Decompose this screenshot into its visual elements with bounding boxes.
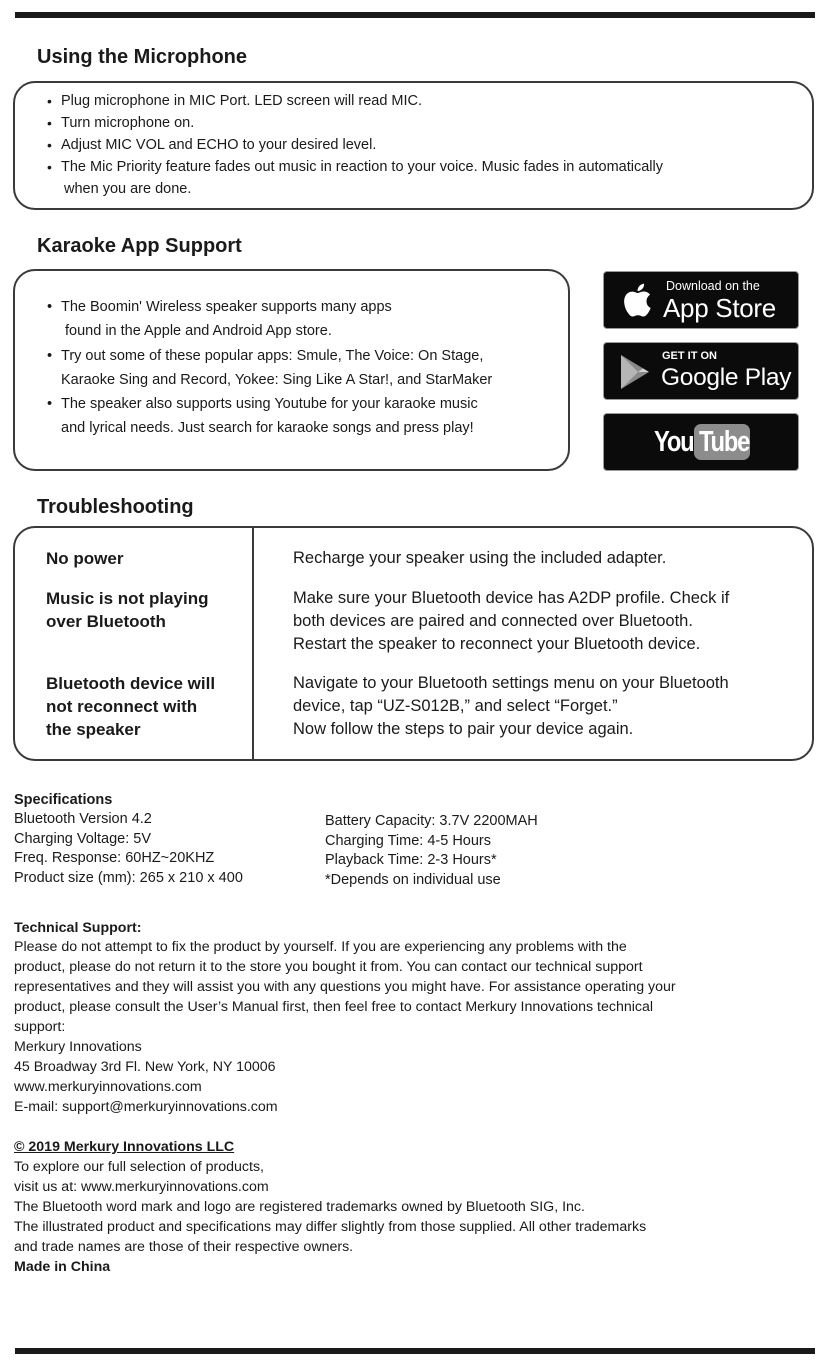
microphone-box (13, 81, 814, 210)
google-play-badge[interactable] (603, 342, 799, 400)
app-store-small-text: Download on the (666, 279, 760, 293)
specifications-heading: Specifications (14, 792, 113, 808)
app-store-big-text: App Store (663, 293, 776, 323)
solution-cell: Recharge your speaker using the included adapter. (293, 549, 667, 567)
troubleshooting-table (13, 526, 814, 761)
bottom-rule (15, 1348, 815, 1354)
youtube-badge[interactable] (603, 413, 799, 471)
bullet: • (47, 396, 53, 413)
technical-support-heading: Technical Support: (14, 920, 142, 936)
microphone-heading: Using the Microphone (37, 46, 247, 68)
problem-cell: No power (46, 549, 124, 568)
youtube-you-text: You (654, 425, 694, 458)
karaoke-box (13, 269, 570, 471)
list-item: • Turn microphone on. (39, 112, 663, 134)
troubleshooting-heading: Troubleshooting (37, 496, 194, 518)
youtube-tube-box (694, 424, 750, 460)
list-item: • Adjust MIC VOL and ECHO to your desired level. (39, 134, 663, 156)
problem-cell: Bluetooth device will not reconnect with the speaker (46, 674, 216, 739)
list-item: • The Boomin' Wireless speaker supports many apps (39, 295, 564, 319)
top-rule (15, 12, 815, 18)
technical-support-text: Please do not attempt to fix the product by yourself. If you are experiencing any problems with the product, please do not return it to the store you bought it from. You can contact our technical support representatives and they will assist you with any questions you might have. For assistance operating your product, please consult the User’s Manual first, then feel free to contact Merkury Innovations technical support: Merkury Innovations 45 Broadway 3rd Fl. New York, NY 10006 www.merkuryinnovations.com E-mail: support@merkuryinnovations.com (14, 939, 676, 1115)
karaoke-list (39, 295, 564, 441)
specifications-right: Battery Capacity: 3.7V 2200MAH Charging Time: 4-5 Hours Playback Time: 2-3 Hours* *Depends on individual use (325, 813, 538, 888)
app-store-badge[interactable] (603, 271, 799, 329)
list-item-continuation: Karaoke Sing and Record, Yokee: Sing Like A Star!, and StarMaker (61, 371, 493, 388)
specifications-left: Bluetooth Version 4.2 Charging Voltage: 5V Freq. Response: 60HZ~20KHZ Product size (mm): 265 x 210 x 400 (14, 811, 243, 886)
made-in-label: Made in China (14, 1259, 111, 1275)
bullet: • (47, 347, 53, 364)
list-item-continuation: found in the Apple and Android App store. (65, 323, 332, 340)
problem-cell: Music is not playing over Bluetooth (46, 589, 209, 631)
list-item: • Try out some of these popular apps: Smule, The Voice: On Stage, (39, 344, 564, 368)
google-play-big-text: Google Play (661, 364, 792, 391)
list-item-continuation: and lyrical needs. Just search for karaoke songs and press play! (61, 420, 474, 437)
copyright-notice: © 2019 Merkury Innovations LLC (14, 1139, 235, 1155)
list-item: • The speaker also supports using Youtube for your karaoke music (39, 392, 564, 416)
google-play-small-text: GET IT ON (662, 350, 717, 362)
solution-cell: Navigate to your Bluetooth settings menu on your Bluetooth device, tap “UZ-S012B,” and select “Forget.” Now follow the steps to pair your device again. (293, 674, 729, 738)
list-item: • The Mic Priority feature fades out music in reaction to your voice. Music fades in automatically (39, 156, 663, 178)
footer-text: To explore our full selection of products, visit us at: www.merkuryinnovations.com The Bluetooth word mark and logo are registered trademarks owned by Bluetooth SIG, Inc. The illustrated product and specifications may differ slightly from those supplied. All other trademarks and trade names are those of their respective owners. (14, 1159, 647, 1255)
youtube-logo (654, 424, 750, 460)
microphone-list (39, 90, 663, 178)
list-item-continuation: when you are done. (64, 181, 192, 197)
play-store-icon (618, 353, 652, 391)
column-divider (252, 528, 254, 759)
bullet: • (47, 299, 53, 315)
karaoke-heading: Karaoke App Support (37, 235, 242, 257)
list-item: • Plug microphone in MIC Port. LED screen will read MIC. (39, 90, 663, 112)
apple-icon (620, 282, 652, 318)
youtube-tube-text: Tube (699, 425, 750, 458)
solution-cell: Make sure your Bluetooth device has A2DP profile. Check if both devices are paired and connected over Bluetooth. Restart the speaker to reconnect your Bluetooth device. (293, 589, 730, 653)
